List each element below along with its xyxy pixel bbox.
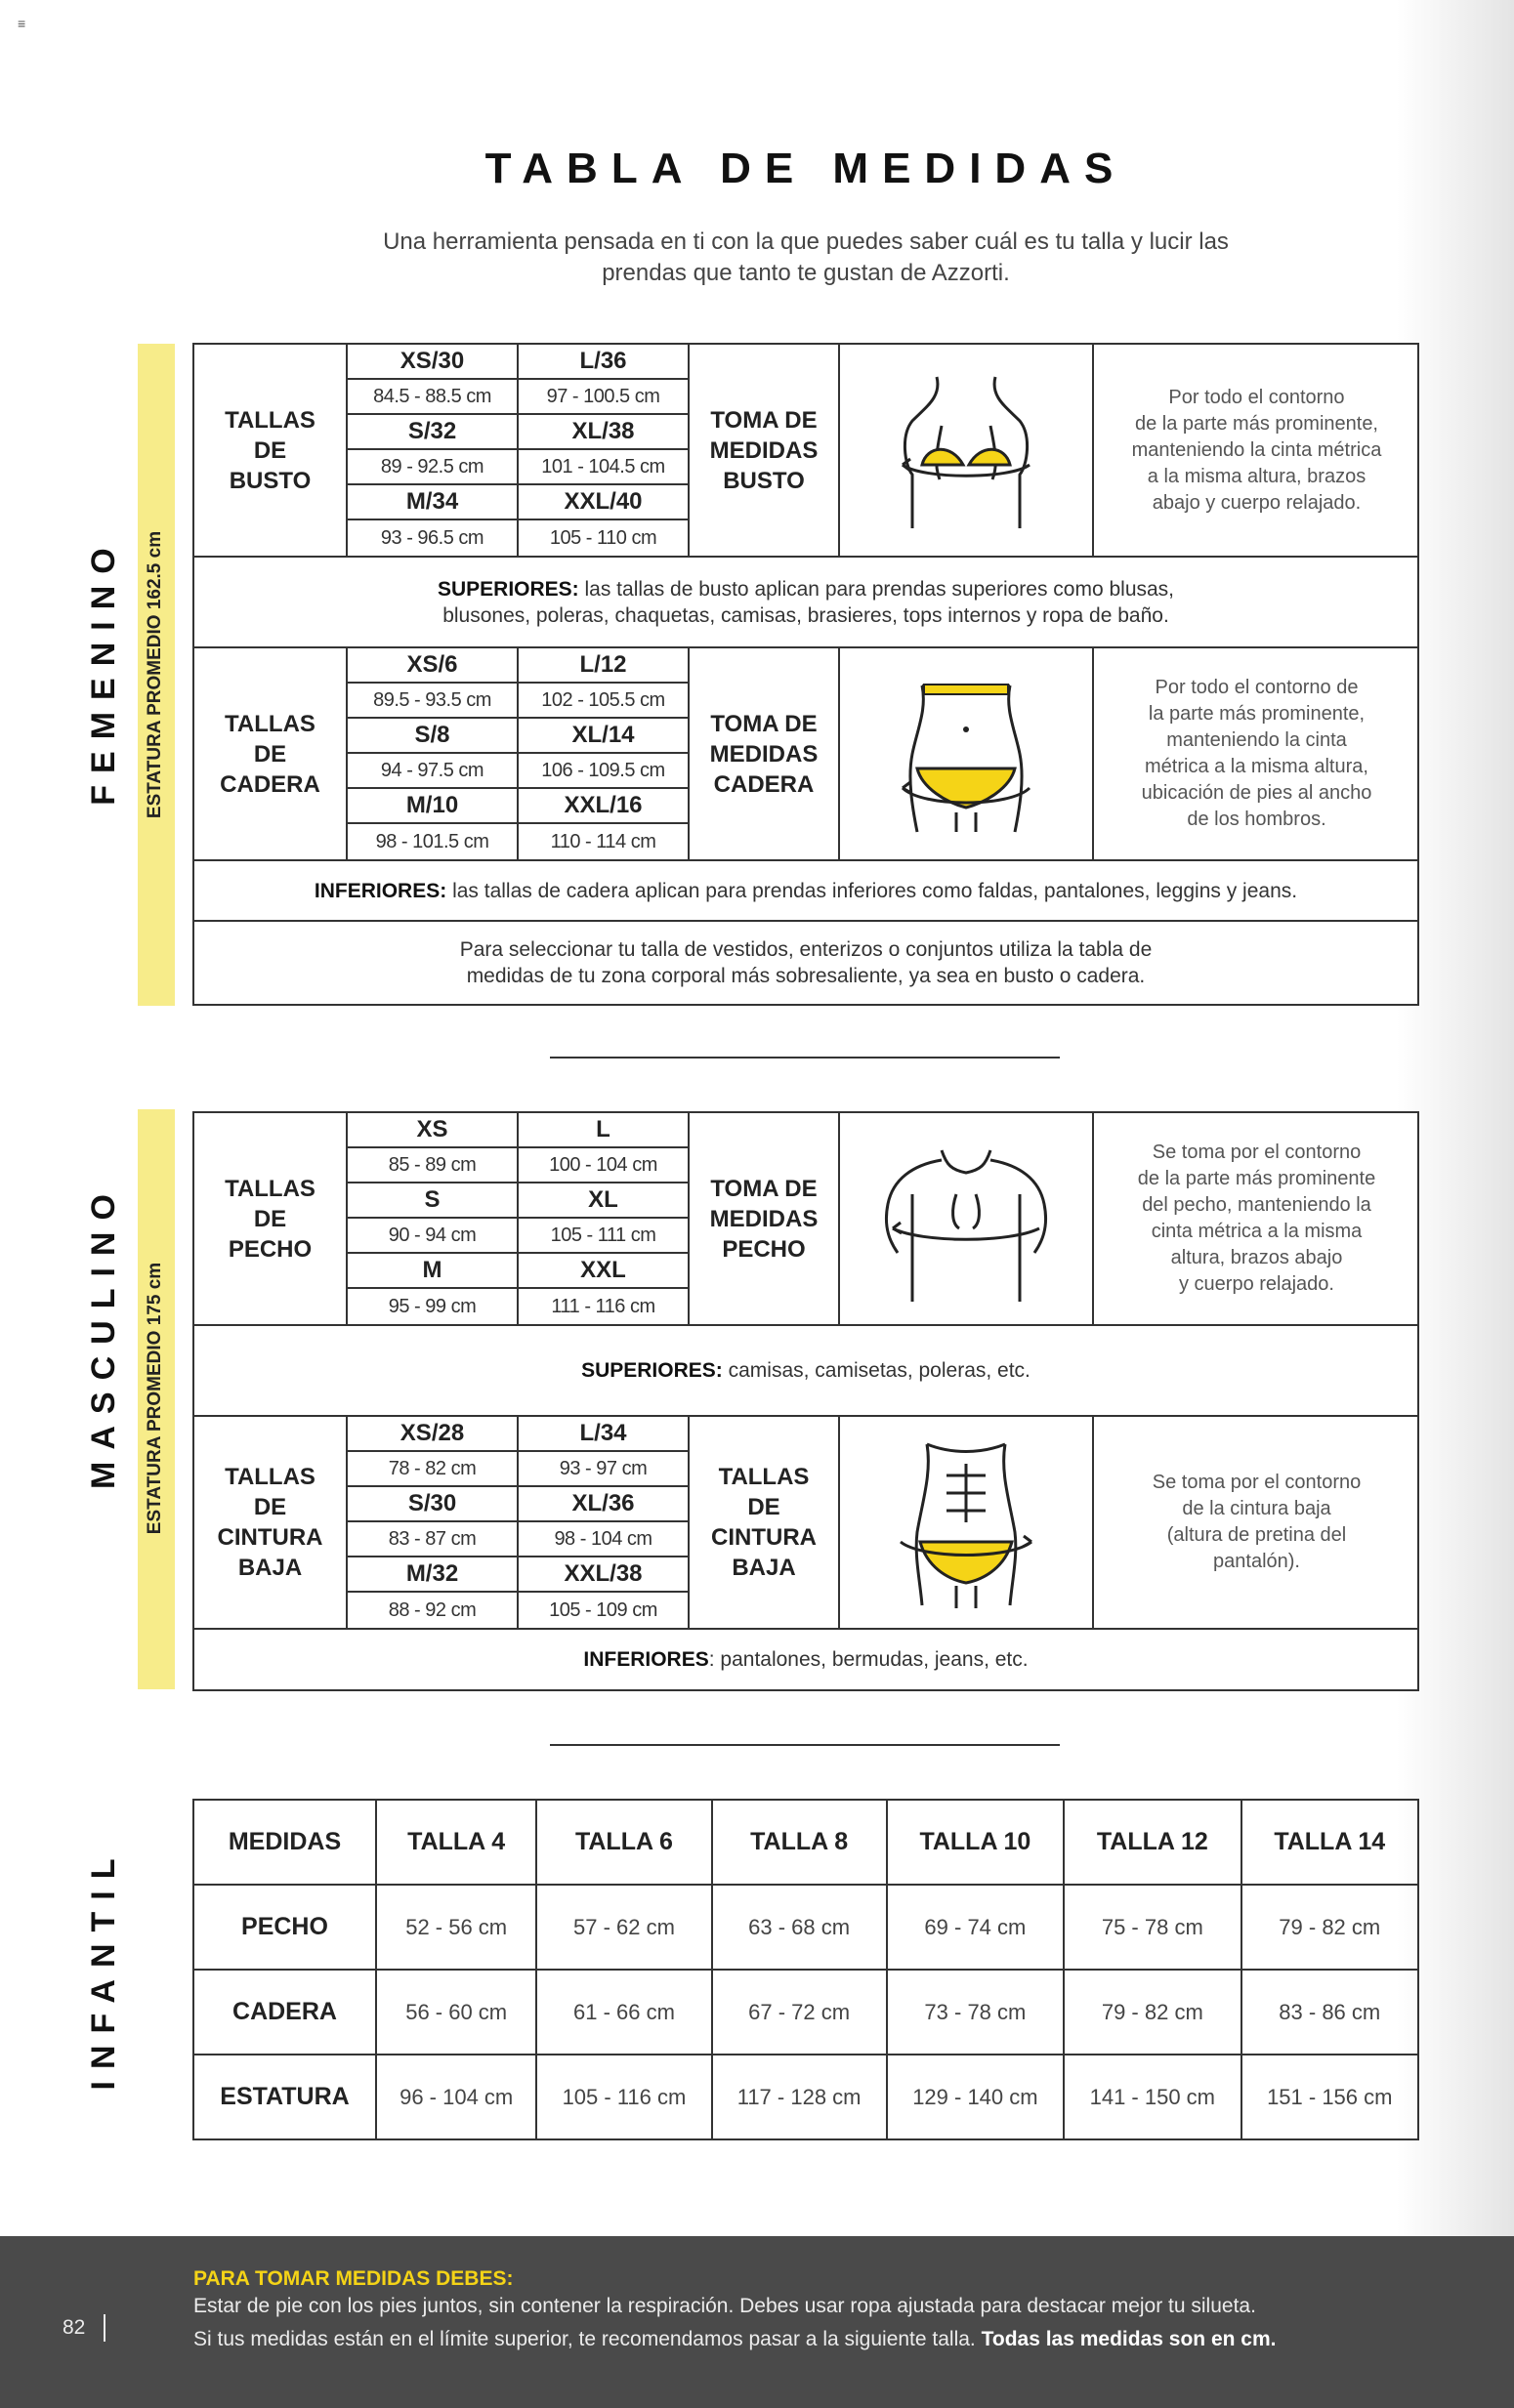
footer [0,2236,1514,2408]
size-range: 105 - 109 cm [549,1598,657,1621]
table-header: TALLA 6 [536,1800,711,1885]
size-label: L/36 [579,348,627,374]
size-label: XXL/40 [564,488,643,515]
size-range: 89 - 92.5 cm [380,455,484,477]
size-label: M/10 [405,792,459,818]
size-label: XL [588,1186,618,1213]
hip-measure-icon [840,648,1094,859]
size-label: L [596,1116,610,1142]
table-cell: 56 - 60 cm [376,1970,536,2055]
size-range: 110 - 114 cm [550,830,656,852]
size-label: XS/30 [400,348,465,374]
table-header: TALLA 14 [1241,1800,1418,1885]
cintura-row [194,1417,1417,1630]
table-cell: 141 - 150 cm [1064,2055,1241,2139]
inferiores-note-femenino: INFERIORES: las tallas de cadera aplican para prendas inferiores como faldas, pantalones, leggins y jeans. [194,861,1417,922]
section-divider [550,1057,1060,1059]
table-cell: 79 - 82 cm [1064,1970,1241,2055]
footer-line-1: Estar de pie con los pies juntos, sin contener la respiración. Debes usar ropa ajustada para destacar mejor tu silueta. [193,2295,1256,2317]
pecho-description: Se toma por el contorno de la parte más prominente del pecho, manteniendo la cinta métrica a la misma altura, brazos abajo y cuerpo relajado. [1137,1142,1376,1295]
size-label: XS/28 [400,1420,465,1446]
table-header: TALLA 10 [887,1800,1064,1885]
table-cell: 61 - 66 cm [536,1970,711,2055]
size-label: S [424,1186,441,1213]
table-header: MEDIDAS [193,1800,376,1885]
size-range: 93 - 97 cm [559,1457,648,1479]
size-label: XL/14 [571,722,635,748]
size-label: XXL/16 [564,792,643,818]
table-cell: 129 - 140 cm [887,2055,1064,2139]
size-label: XL/36 [571,1490,635,1516]
table-row [193,2055,1418,2139]
masculino-table [192,1111,1419,1691]
toma-busto-label: TOMA DE MEDIDAS BUSTO [690,345,840,556]
table-cell: 52 - 56 cm [376,1885,536,1970]
table-header: TALLA 4 [376,1800,536,1885]
size-range: 85 - 89 cm [388,1153,477,1176]
toma-cintura-label: TALLAS DE CINTURA BAJA [690,1417,840,1628]
size-range: 93 - 96.5 cm [380,526,484,549]
size-range: 78 - 82 cm [388,1457,477,1479]
table-cell: 105 - 116 cm [536,2055,711,2139]
size-label: XXL [580,1257,626,1283]
estatura-masculino: ESTATURA PROMEDIO 175 cm [145,1262,165,1535]
page-title: TABLA DE MEDIDAS [484,145,1127,192]
size-range: 83 - 87 cm [388,1527,477,1550]
estatura-femenino: ESTATURA PROMEDIO 162.5 cm [145,530,165,819]
row-header: PECHO [193,1885,376,1970]
toma-cadera-label: TOMA DE MEDIDAS CADERA [690,648,840,859]
pecho-size-grid [348,1113,690,1324]
toma-pecho-label: TOMA DE MEDIDAS PECHO [690,1113,840,1324]
table-cell: 67 - 72 cm [712,1970,887,2055]
femenino-table [192,343,1419,1006]
busto-description: Por todo el contorno de la parte más prominente, manteniendo la cinta métrica a la misma altura, brazos abajo y cuerpo relajado. [1131,386,1382,514]
size-label: M/32 [405,1560,459,1587]
table-cell: 69 - 74 cm [887,1885,1064,1970]
table-cell: 83 - 86 cm [1241,1970,1418,2055]
chest-measure-icon [840,1113,1094,1324]
row-header: ESTATURA [193,2055,376,2139]
bust-measure-icon [840,345,1094,556]
table-cell: 79 - 82 cm [1241,1885,1418,1970]
table-header: TALLA 8 [712,1800,887,1885]
tallas-busto-label: TALLAS DE BUSTO [194,345,348,556]
section-divider [550,1744,1060,1746]
table-cell: 75 - 78 cm [1064,1885,1241,1970]
size-label: S/32 [407,418,457,444]
size-range: 102 - 105.5 cm [541,688,665,711]
size-range: 97 - 100.5 cm [546,385,660,407]
size-label: S/30 [407,1490,457,1516]
table-row [193,1970,1418,2055]
size-range: 94 - 97.5 cm [380,759,484,781]
vestidos-note: Para seleccionar tu talla de vestidos, enterizos o conjuntos utiliza la tabla de medidas de tu zona corporal más sobresaliente, ya sea en busto o cadera. [459,938,1153,987]
tallas-cadera-label: TALLAS DE CADERA [194,648,348,859]
section-label-infantil: INFANTIL [85,1847,122,2091]
table-row [193,1885,1418,1970]
table-header: TALLA 12 [1064,1800,1241,1885]
table-cell: 63 - 68 cm [712,1885,887,1970]
size-range: 88 - 92 cm [388,1598,477,1621]
tallas-cintura-label: TALLAS DE CINTURA BAJA [194,1417,348,1628]
size-label: XL/38 [571,418,635,444]
size-label: L/12 [579,651,627,678]
table-cell: 117 - 128 cm [712,2055,887,2139]
infantil-table [192,1799,1419,2140]
cintura-description: Se toma por el contorno de la cintura baja (altura de pretina del pantalón). [1152,1472,1362,1572]
size-label: XXL/38 [564,1560,643,1587]
table-cell: 96 - 104 cm [376,2055,536,2139]
page-number: 82 [63,2316,86,2339]
superiores-note-masculino: SUPERIORES: camisas, camisetas, poleras, etc. [194,1326,1417,1417]
row-header: CADERA [193,1970,376,2055]
inferiores-note-masculino: INFERIORES: pantalones, bermudas, jeans, etc. [583,1648,1029,1671]
page-number-divider [104,2314,105,2342]
size-range: 105 - 110 cm [549,526,657,549]
superiores-note-femenino: SUPERIORES: las tallas de busto aplican para prendas superiores como blusas, blusones, poleras, chaquetas, camisas, brasieres, tops internos y ropa de baño. [194,558,1417,648]
cadera-description: Por todo el contorno de la parte más prominente, manteniendo la cinta métrica a la misma altura, ubicación de pies al ancho de los hombros. [1141,677,1372,830]
busto-row [194,345,1417,558]
size-label: M [422,1257,442,1283]
size-range: 95 - 99 cm [388,1295,477,1317]
table-cell: 57 - 62 cm [536,1885,711,1970]
size-range: 90 - 94 cm [388,1224,477,1246]
size-range: 84.5 - 88.5 cm [373,385,491,407]
table-cell: 151 - 156 cm [1241,2055,1418,2139]
table-row [193,1800,1418,1885]
size-range: 105 - 111 cm [550,1224,656,1246]
page-subtitle: Una herramienta pensada en ti con la que puedes saber cuál es tu talla y lucir las prendas que tanto te gustan de Azzorti. [383,228,1229,286]
low-waist-measure-icon [840,1417,1094,1628]
section-label-femenino: FEMENINO [85,536,122,806]
size-range: 98 - 104 cm [554,1527,652,1550]
menu-icon[interactable]: ≡ [18,16,26,31]
size-range: 101 - 104.5 cm [541,455,665,477]
table-cell: 73 - 78 cm [887,1970,1064,2055]
size-range: 100 - 104 cm [549,1153,657,1176]
size-range: 98 - 101.5 cm [375,830,489,852]
cintura-size-grid [348,1417,690,1628]
size-range: 106 - 109.5 cm [541,759,665,781]
section-label-masculino: MASCULINO [85,1183,122,1489]
busto-size-grid [348,345,690,556]
size-range: 89.5 - 93.5 cm [373,688,491,711]
size-label: XS [416,1116,448,1142]
size-range: 111 - 116 cm [551,1295,655,1317]
tallas-pecho-label: TALLAS DE PECHO [194,1113,348,1324]
footer-title: PARA TOMAR MEDIDAS DEBES: [193,2267,514,2290]
cadera-size-grid [348,648,690,859]
cadera-row [194,648,1417,861]
size-label: XS/6 [406,651,458,678]
size-label: S/8 [414,722,450,748]
footer-line-2: Si tus medidas están en el límite superior, te recomendamos pasar a la siguiente talla. Todas las medidas son en cm. [193,2328,1277,2350]
size-label: L/34 [579,1420,627,1446]
pecho-row [194,1113,1417,1326]
size-label: M/34 [405,488,459,515]
